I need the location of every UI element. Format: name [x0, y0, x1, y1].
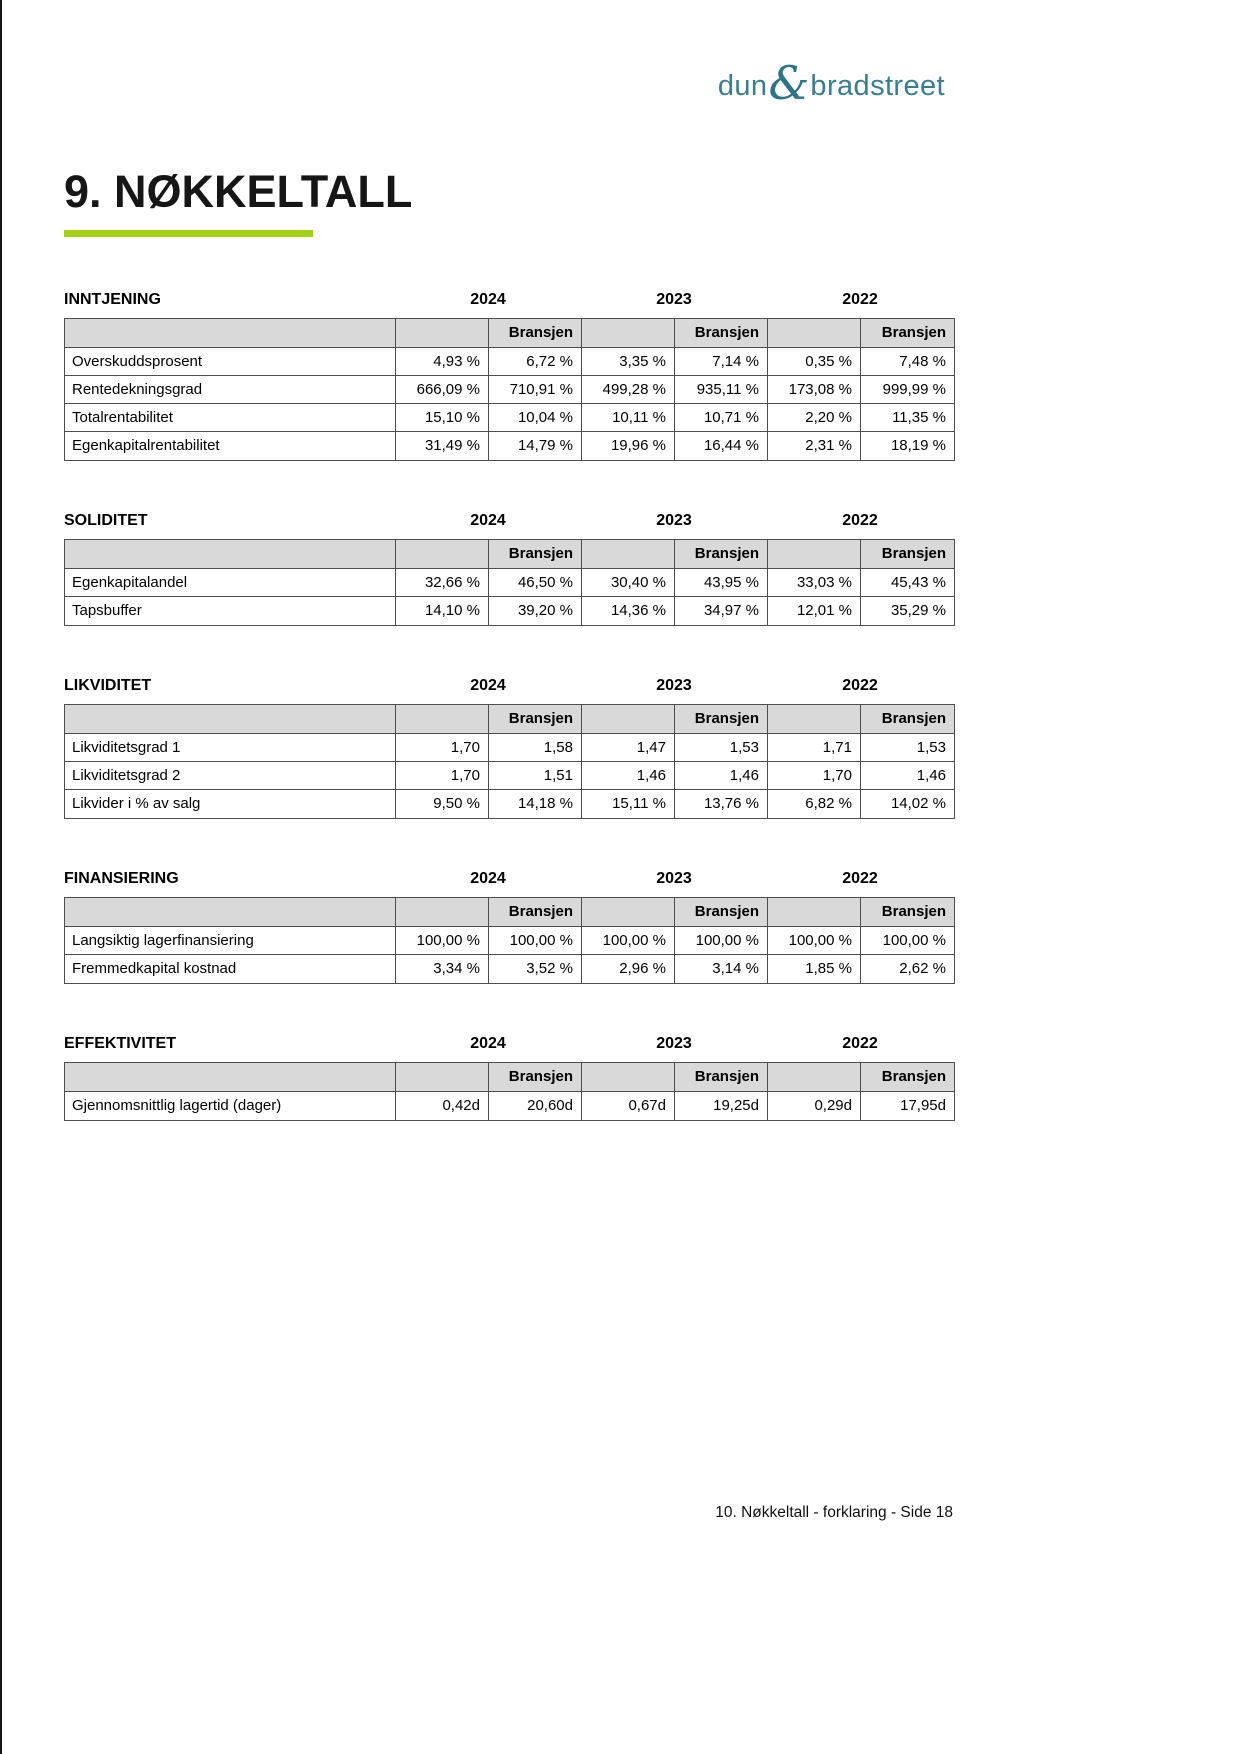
value-cell: 1,46 [582, 762, 675, 790]
value-cell: 100,00 % [582, 927, 675, 955]
section-title: SOLIDITET [64, 512, 148, 529]
section-title: LIKVIDITET [64, 677, 152, 694]
section-effektivitet [64, 1035, 955, 1121]
value-cell: 14,10 % [396, 597, 489, 625]
year-label: 2024 [470, 677, 506, 694]
header-company-cell [582, 898, 675, 927]
row-label: Rentedekningsgrad [65, 376, 396, 404]
value-cell: 1,85 % [768, 955, 861, 983]
value-cell: 1,46 [675, 762, 768, 790]
year-label: 2022 [842, 291, 878, 308]
table-row [65, 569, 954, 597]
header-empty-cell [65, 540, 396, 569]
value-cell: 0,35 % [768, 348, 861, 376]
section-header [64, 512, 955, 530]
year-label: 2024 [470, 870, 506, 887]
value-cell: 14,79 % [489, 432, 582, 460]
value-cell: 0,29d [768, 1092, 861, 1120]
data-table [64, 704, 955, 819]
year-label: 2024 [470, 1035, 506, 1052]
value-cell: 31,49 % [396, 432, 489, 460]
section-header [64, 291, 955, 309]
section-header [64, 870, 955, 888]
table-header-row [65, 319, 954, 348]
value-cell: 100,00 % [861, 927, 954, 955]
value-cell: 2,31 % [768, 432, 861, 460]
header-company-cell [768, 898, 861, 927]
section-title: FINANSIERING [64, 870, 179, 887]
table-row [65, 376, 954, 404]
header-company-cell [768, 1063, 861, 1092]
value-cell: 14,02 % [861, 790, 954, 818]
ampersand-icon: & [768, 56, 810, 110]
value-cell: 46,50 % [489, 569, 582, 597]
value-cell: 666,09 % [396, 376, 489, 404]
value-cell: 9,50 % [396, 790, 489, 818]
table-row [65, 762, 954, 790]
header-company-cell [396, 705, 489, 734]
header-company-cell [396, 319, 489, 348]
value-cell: 499,28 % [582, 376, 675, 404]
header-empty-cell [65, 705, 396, 734]
value-cell: 18,19 % [861, 432, 954, 460]
value-cell: 39,20 % [489, 597, 582, 625]
value-cell: 100,00 % [396, 927, 489, 955]
table-row [65, 734, 954, 762]
section-header [64, 1035, 955, 1053]
value-cell: 100,00 % [675, 927, 768, 955]
section-header [64, 677, 955, 695]
row-label: Langsiktig lagerfinansiering [65, 927, 396, 955]
value-cell: 33,03 % [768, 569, 861, 597]
value-cell: 1,70 [396, 734, 489, 762]
value-cell: 7,14 % [675, 348, 768, 376]
bransjen-header-cell: Bransjen [861, 1063, 954, 1092]
table-row [65, 404, 954, 432]
table-row [65, 790, 954, 818]
value-cell: 935,11 % [675, 376, 768, 404]
bransjen-header-cell: Bransjen [675, 705, 768, 734]
value-cell: 19,96 % [582, 432, 675, 460]
logo-word-bradstreet: bradstreet [810, 69, 945, 102]
data-table [64, 539, 955, 626]
year-label: 2023 [656, 870, 692, 887]
value-cell: 999,99 % [861, 376, 954, 404]
value-cell: 1,70 [396, 762, 489, 790]
section-soliditet [64, 512, 955, 626]
row-label: Gjennomsnittlig lagertid (dager) [65, 1092, 396, 1120]
value-cell: 20,60d [489, 1092, 582, 1120]
row-label: Totalrentabilitet [65, 404, 396, 432]
year-label: 2022 [842, 512, 878, 529]
year-label: 2023 [656, 291, 692, 308]
value-cell: 710,91 % [489, 376, 582, 404]
data-table [64, 1062, 955, 1121]
table-header-row [65, 705, 954, 734]
bransjen-header-cell: Bransjen [675, 319, 768, 348]
value-cell: 3,52 % [489, 955, 582, 983]
header-company-cell [582, 319, 675, 348]
value-cell: 15,11 % [582, 790, 675, 818]
value-cell: 19,25d [675, 1092, 768, 1120]
year-label: 2022 [842, 1035, 878, 1052]
year-label: 2023 [656, 512, 692, 529]
value-cell: 6,82 % [768, 790, 861, 818]
value-cell: 7,48 % [861, 348, 954, 376]
value-cell: 11,35 % [861, 404, 954, 432]
section-inntjening [64, 291, 955, 461]
table-row [65, 348, 954, 376]
row-label: Likvider i % av salg [65, 790, 396, 818]
value-cell: 10,04 % [489, 404, 582, 432]
header-company-cell [582, 705, 675, 734]
value-cell: 2,20 % [768, 404, 861, 432]
row-label: Overskuddsprosent [65, 348, 396, 376]
table-row [65, 597, 954, 625]
value-cell: 1,53 [675, 734, 768, 762]
header-company-cell [396, 540, 489, 569]
value-cell: 32,66 % [396, 569, 489, 597]
header-company-cell [582, 540, 675, 569]
value-cell: 16,44 % [675, 432, 768, 460]
bransjen-header-cell: Bransjen [861, 705, 954, 734]
value-cell: 10,71 % [675, 404, 768, 432]
value-cell: 45,43 % [861, 569, 954, 597]
row-label: Likviditetsgrad 2 [65, 762, 396, 790]
data-table [64, 897, 955, 984]
page-left-edge-line [0, 0, 2, 1754]
value-cell: 4,93 % [396, 348, 489, 376]
bransjen-header-cell: Bransjen [675, 540, 768, 569]
row-label: Egenkapitalrentabilitet [65, 432, 396, 460]
title-underline-bar [64, 230, 313, 237]
value-cell: 6,72 % [489, 348, 582, 376]
table-header-row [65, 898, 954, 927]
value-cell: 1,46 [861, 762, 954, 790]
table-header-row [65, 1063, 954, 1092]
value-cell: 0,42d [396, 1092, 489, 1120]
bransjen-header-cell: Bransjen [861, 319, 954, 348]
value-cell: 1,58 [489, 734, 582, 762]
header-company-cell [768, 705, 861, 734]
header-company-cell [582, 1063, 675, 1092]
year-label: 2023 [656, 1035, 692, 1052]
section-likviditet [64, 677, 955, 819]
value-cell: 3,35 % [582, 348, 675, 376]
bransjen-header-cell: Bransjen [675, 1063, 768, 1092]
section-title: INNTJENING [64, 291, 161, 308]
value-cell: 0,67d [582, 1092, 675, 1120]
header-company-cell [396, 1063, 489, 1092]
bransjen-header-cell: Bransjen [489, 540, 582, 569]
value-cell: 100,00 % [768, 927, 861, 955]
table-row [65, 432, 954, 460]
row-label: Egenkapitalandel [65, 569, 396, 597]
value-cell: 100,00 % [489, 927, 582, 955]
value-cell: 35,29 % [861, 597, 954, 625]
header-empty-cell [65, 319, 396, 348]
year-label: 2022 [842, 677, 878, 694]
table-header-row [65, 540, 954, 569]
table-row [65, 955, 954, 983]
value-cell: 14,36 % [582, 597, 675, 625]
table-row [65, 927, 954, 955]
header-company-cell [768, 319, 861, 348]
value-cell: 1,53 [861, 734, 954, 762]
bransjen-header-cell: Bransjen [489, 705, 582, 734]
section-title: EFFEKTIVITET [64, 1035, 176, 1052]
value-cell: 1,70 [768, 762, 861, 790]
dun-bradstreet-logo [717, 56, 945, 110]
year-label: 2023 [656, 677, 692, 694]
value-cell: 30,40 % [582, 569, 675, 597]
value-cell: 1,71 [768, 734, 861, 762]
value-cell: 14,18 % [489, 790, 582, 818]
bransjen-header-cell: Bransjen [489, 319, 582, 348]
value-cell: 13,76 % [675, 790, 768, 818]
header-empty-cell [65, 898, 396, 927]
value-cell: 17,95d [861, 1092, 954, 1120]
value-cell: 3,14 % [675, 955, 768, 983]
logo-word-dun: dun [717, 69, 768, 102]
value-cell: 15,10 % [396, 404, 489, 432]
header-company-cell [396, 898, 489, 927]
bransjen-header-cell: Bransjen [489, 1063, 582, 1092]
bransjen-header-cell: Bransjen [861, 898, 954, 927]
row-label: Likviditetsgrad 1 [65, 734, 396, 762]
value-cell: 3,34 % [396, 955, 489, 983]
value-cell: 2,62 % [861, 955, 954, 983]
page-footer: 10. Nøkkeltall - forklaring - Side 18 [715, 1504, 953, 1521]
section-finansiering [64, 870, 955, 984]
page-title: 9. NØKKELTALL [64, 166, 413, 217]
sections-container [64, 291, 955, 1172]
table-row [65, 1092, 954, 1120]
value-cell: 1,47 [582, 734, 675, 762]
value-cell: 12,01 % [768, 597, 861, 625]
data-table [64, 318, 955, 461]
value-cell: 2,96 % [582, 955, 675, 983]
value-cell: 43,95 % [675, 569, 768, 597]
value-cell: 34,97 % [675, 597, 768, 625]
bransjen-header-cell: Bransjen [675, 898, 768, 927]
value-cell: 1,51 [489, 762, 582, 790]
header-empty-cell [65, 1063, 396, 1092]
year-label: 2024 [470, 512, 506, 529]
header-company-cell [768, 540, 861, 569]
year-label: 2022 [842, 870, 878, 887]
value-cell: 10,11 % [582, 404, 675, 432]
bransjen-header-cell: Bransjen [489, 898, 582, 927]
row-label: Tapsbuffer [65, 597, 396, 625]
value-cell: 173,08 % [768, 376, 861, 404]
row-label: Fremmedkapital kostnad [65, 955, 396, 983]
year-label: 2024 [470, 291, 506, 308]
bransjen-header-cell: Bransjen [861, 540, 954, 569]
